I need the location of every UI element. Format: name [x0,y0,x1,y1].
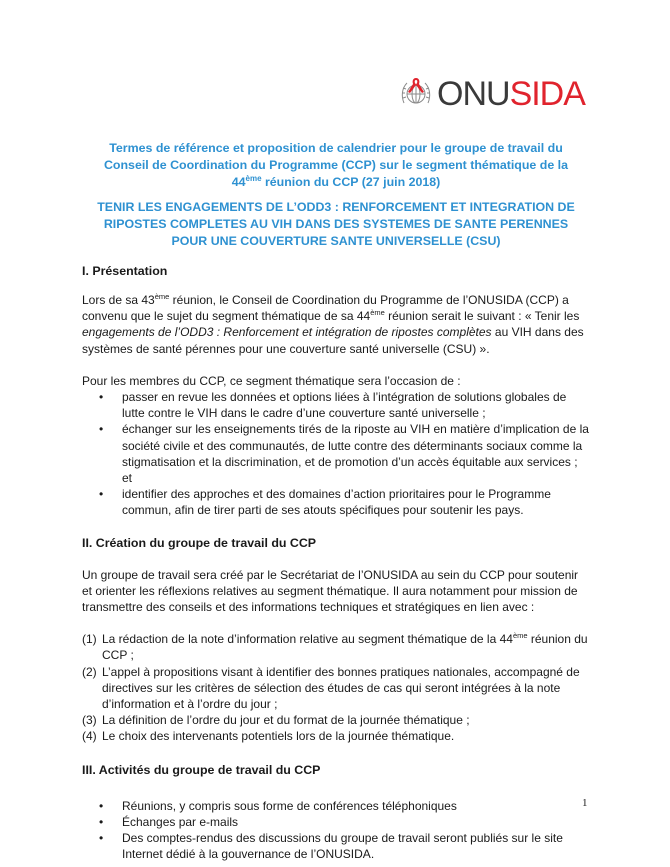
list-item: (4) Le choix des intervenants potentiels lors de la journée thématique. [82,729,455,744]
list-item: (2) L’appel à propositions visant à identifier des bonnes pratiques nationales, accompagné de directives sur les critères de sélection des études de cas qui seront intégrées à la note d’information et à l’ordre du jour ; [82,664,580,712]
presentation-paragraph: Lors de sa 43ème réunion, le Conseil de Coordination du Programme de l’ONUSIDA (CCP) a convenu que le sujet du segment thématique de sa 44ème réunion serait le suivant : « Tenir les engagements de l’ODD3 : Renforcement et intégration de ripostes complètes au VIH dans des systèmes de santé pérennes pour une couverture santé universelle (CSU) ». [82,292,584,356]
creation-numbered-list [82,631,590,744]
activities-bullet-list [82,798,590,863]
list-item: • passer en revue les données et options liées à l’intégration de solutions globales de lutte contre le VIH dans le cadre d’une couverture santé universelle ; [99,390,567,421]
list-item: • Des comptes-rendus des discussions du groupe de travail seront publiés sur le site Internet dédié à la gouvernance de l’ONUSIDA. [99,831,563,862]
list-item: (1) La rédaction de la note d’information relative au segment thématique de la 44ème réunion du CCP ; [82,631,588,663]
list-item: • Réunions, y compris sous forme de conférences téléphoniques [99,798,457,813]
list-item: (3) La définition de l’ordre du jour et du format de la journée thématique ; [82,713,470,728]
presentation-intro: Pour les membres du CCP, ce segment thématique sera l’occasion de : [82,373,461,388]
onusida-logo [398,76,585,112]
section-heading-creation: II. Création du groupe de travail du CCP [82,535,317,550]
document-body [82,140,590,862]
document-title: Termes de référence et proposition de calendrier pour le groupe de travail du Conseil de Coordination du Programme (CCP) sur le segment thématique de la 44ème réunion du CCP (27 juin 2018) [103,141,569,189]
logo-wordmark: ONUSIDA [437,75,585,113]
un-emblem-icon [398,76,434,112]
section-heading-presentation: I. Présentation [82,264,168,278]
document-subtitle: TENIR LES ENGAGEMENTS DE L’ODD3 : RENFORCEMENT ET INTEGRATION DE RIPOSTES COMPLETES AU VIH DANS DES SYSTEMES DE SANTE PERENNES POUR UNE COUVERTURE SANTE UNIVERSELLE (CSU) [97,200,575,248]
page-number: 1 [582,797,588,809]
list-item: • échanger sur les enseignements tirés de la riposte au VIH en matière d’implication de la société civile et des communautés, de lutte contre des déterminants sociaux comme la stigmatisation et la discrimination, et de promotion d’un accès équitable aux services ; et [99,422,589,486]
section-heading-activities: III. Activités du groupe de travail du CCP [82,762,321,777]
list-item: • identifier des approches et des domaines d’action prioritaires pour le Programme commun, afin de tirer parti de ses atouts spécifiques pour soutenir les pays. [99,487,551,518]
creation-paragraph: Un groupe de travail sera créé par le Secrétariat de l’ONUSIDA au sein du CCP pour soutenir et orienter les réflexions relatives au segment thématique. Il aura notamment pour mission de transmettre des conseils et des informations techniques et stratégiques en lien avec : [82,567,579,615]
list-item: • Échanges par e-mails [99,814,239,829]
presentation-bullet-list [82,389,590,519]
